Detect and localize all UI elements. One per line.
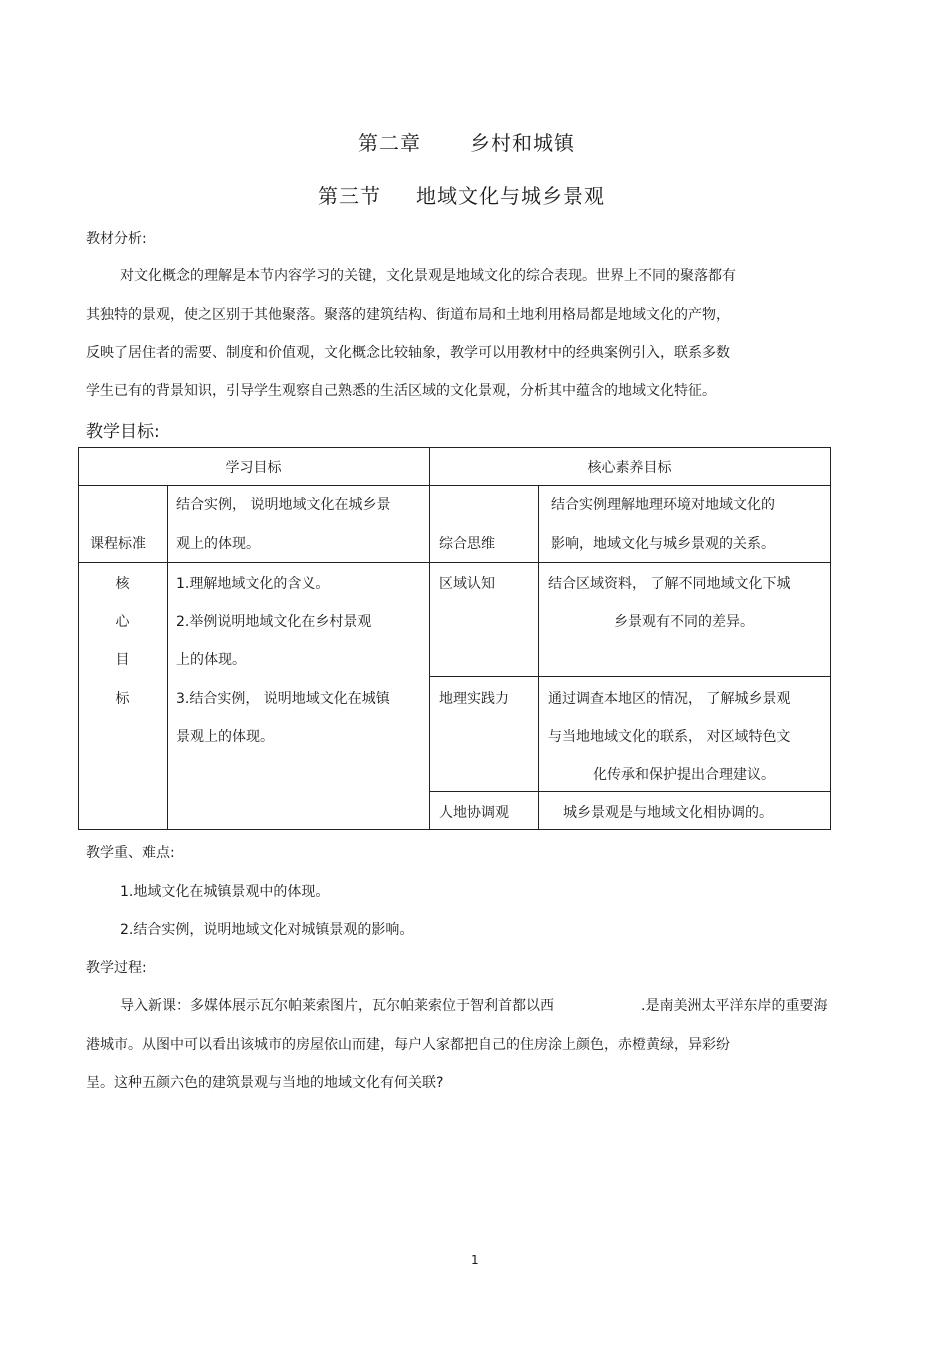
literacy-text-line: 城乡景观是与地域文化相协调的。	[563, 805, 773, 821]
core-goal-line: 1.理解地域文化的含义。	[176, 576, 330, 592]
chapter-label: 第二章	[358, 131, 421, 155]
literacy-text-line: 化传承和保护提出合理建议。	[593, 767, 775, 783]
curriculum-text-line: 观上的体现。	[176, 536, 260, 552]
process-line: 港城市。从图中可以看出该城市的房屋依山而建，每户人家都把自己的住房涂上颜色，赤橙黄绿，异彩纷	[86, 1037, 730, 1053]
section-name: 地域文化与城乡景观	[416, 184, 605, 208]
analysis-heading: 教材分析:	[86, 231, 147, 247]
core-label-char: 标	[115, 691, 130, 707]
literacy-text-line: 影响，地域文化与城乡景观的关系。	[551, 536, 775, 552]
analysis-line: 反映了居住者的需要、制度和价值观，文化概念比较轴象，教学可以用教材中的经典案例引入，联系多数	[86, 345, 730, 361]
curriculum-label: 课程标准	[90, 536, 146, 552]
key-point-item: 1.地域文化在城镇景观中的体现。	[120, 884, 330, 900]
page-number: 1	[471, 1253, 479, 1267]
literacy-name: 人地协调观	[439, 805, 509, 821]
core-label-char: 核	[115, 576, 130, 592]
core-goal-line: 景观上的体现。	[176, 729, 274, 745]
literacy-text-line: 结合实例理解地理环境对地域文化的	[551, 497, 775, 513]
core-goal-line: 3.结合实例， 说明地域文化在城镇	[176, 691, 390, 707]
process-line: .是南美洲太平洋东岸的重要海	[641, 998, 828, 1014]
analysis-line: 其独特的景观，使之区别于其他聚落。聚落的建筑结构、街道布局和土地利用格局都是地域文化的产物，	[86, 307, 730, 323]
core-label-char: 目	[115, 652, 130, 668]
analysis-line: 对文化概念的理解是本节内容学习的关键，文化景观是地域文化的综合表现。世界上不同的聚落都有	[120, 268, 736, 284]
literacy-name: 综合思维	[439, 536, 495, 552]
core-label-char: 心	[115, 614, 130, 630]
process-line: 呈。这种五颜六色的建筑景观与当地的地域文化有何关联?	[86, 1075, 444, 1091]
core-goal-line: 2.举例说明地域文化在乡村景观	[176, 614, 372, 630]
literacy-name: 区域认知	[439, 576, 495, 592]
process-line: 导入新课：多媒体展示瓦尔帕莱索图片，瓦尔帕莱索位于智利首都以西	[120, 998, 554, 1014]
section-label: 第三节	[318, 184, 381, 208]
chapter-name: 乡村和城镇	[470, 131, 575, 155]
literacy-text-line: 结合区域资料， 了解不同地域文化下城	[548, 576, 791, 592]
analysis-line: 学生已有的背景知识，引导学生观察自己熟悉的生活区域的文化景观，分析其中蕴含的地域文化特征。	[86, 383, 716, 399]
process-heading: 教学过程:	[86, 960, 147, 976]
literacy-text-line: 乡景观有不同的差异。	[614, 614, 754, 630]
key-point-item: 2.结合实例，说明地域文化对城镇景观的影响。	[120, 922, 414, 938]
table-header-core-literacy: 核心素养目标	[587, 460, 672, 476]
curriculum-text-line: 结合实例， 说明地域文化在城乡景	[176, 497, 391, 513]
literacy-text-line: 与当地地域文化的联系， 对区域特色文	[548, 729, 791, 745]
key-points-heading: 教学重、难点:	[86, 845, 175, 861]
core-goal-line: 上的体现。	[176, 652, 246, 668]
literacy-name: 地理实践力	[439, 691, 509, 707]
literacy-text-line: 通过调查本地区的情况， 了解城乡景观	[548, 691, 791, 707]
goals-heading: 教学目标:	[86, 422, 160, 442]
table-header-learning-goals: 学习目标	[225, 460, 282, 476]
